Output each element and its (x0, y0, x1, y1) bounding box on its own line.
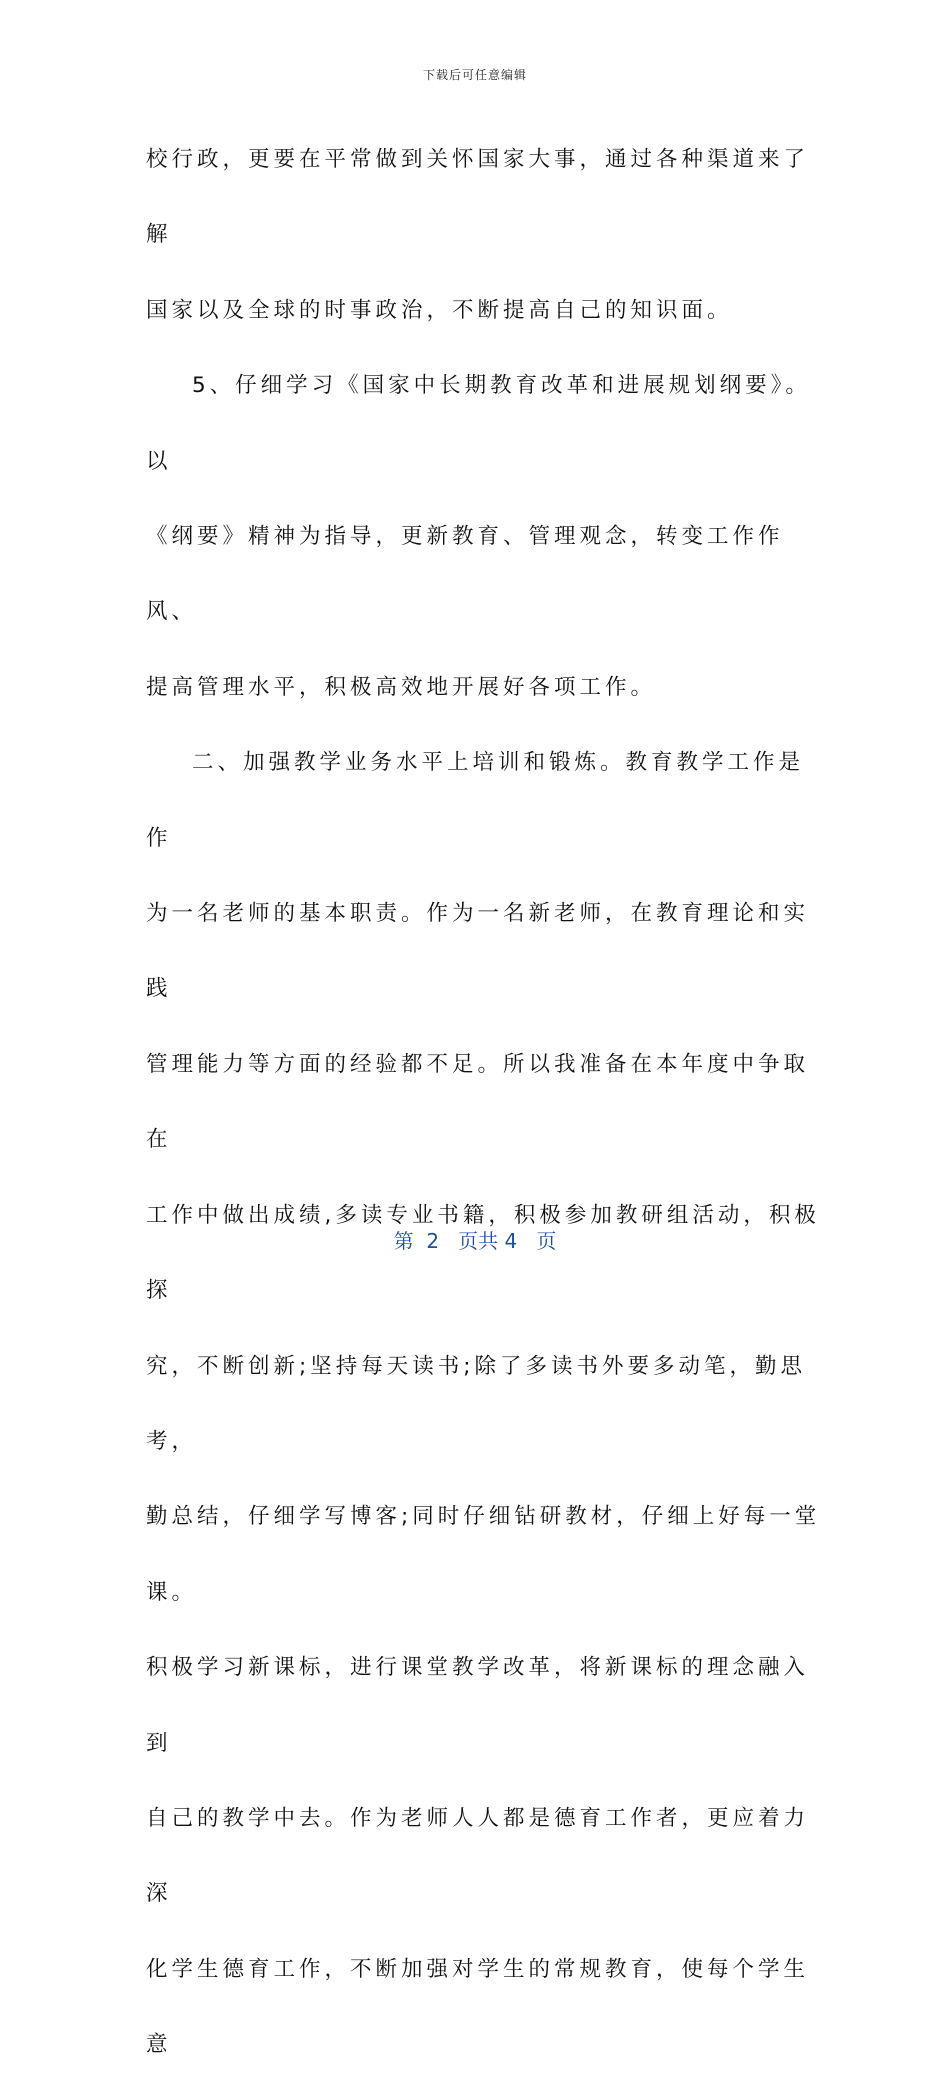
text-line: 二、加强教学业务水平上培训和锻炼。教育教学工作是作 (146, 750, 805, 851)
text-line: 管理能力等方面的经验都不足。所以我准备在本年度中争取在 (146, 1051, 810, 1153)
text-line: 化学生德育工作，不断加强对学生的常规教育，使每个学生意 (146, 1956, 810, 2058)
text-line: 自己的教学中去。作为老师人人都是德育工作者，更应着力深 (146, 1805, 810, 1907)
text-line: 国家以及全球的时事政治，不断提高自己的知识面。 (146, 297, 733, 323)
text-line: 究，不断创新;坚持每天读书;除了多读书外要多动笔，勤思考， (146, 1353, 806, 1454)
text-line: 勤总结，仔细学写博客;同时仔细钻研教材，仔细上好每一堂课。 (146, 1504, 821, 1605)
page-number-footer: 第 2 页共 4 页 (393, 1229, 557, 1253)
text-line: 积极学习新课标，进行课堂教学改革，将新课标的理念融入到 (146, 1655, 810, 1756)
text-line: 工作中做出成绩,多读专业书籍，积极参加教研组活动，积极探 (146, 1202, 820, 1304)
text-line: 为一名老师的基本职责。作为一名新老师，在教育理论和实践 (146, 901, 810, 1002)
text-line: 提高管理水平，积极高效地开展好各项工作。 (146, 674, 657, 700)
document-body (146, 122, 826, 2083)
text-line: 校行政，更要在平常做到关怀国家大事，通过各种渠道来了解 (146, 147, 810, 248)
text-line: 5、仔细学习《国家中长期教育改革和进展规划纲要》。以 (146, 373, 811, 474)
page-header: 下载后可任意编辑 (422, 68, 527, 82)
text-line: 《纲要》精神为指导，更新教育、管理观念，转变工作作风、 (146, 524, 784, 625)
